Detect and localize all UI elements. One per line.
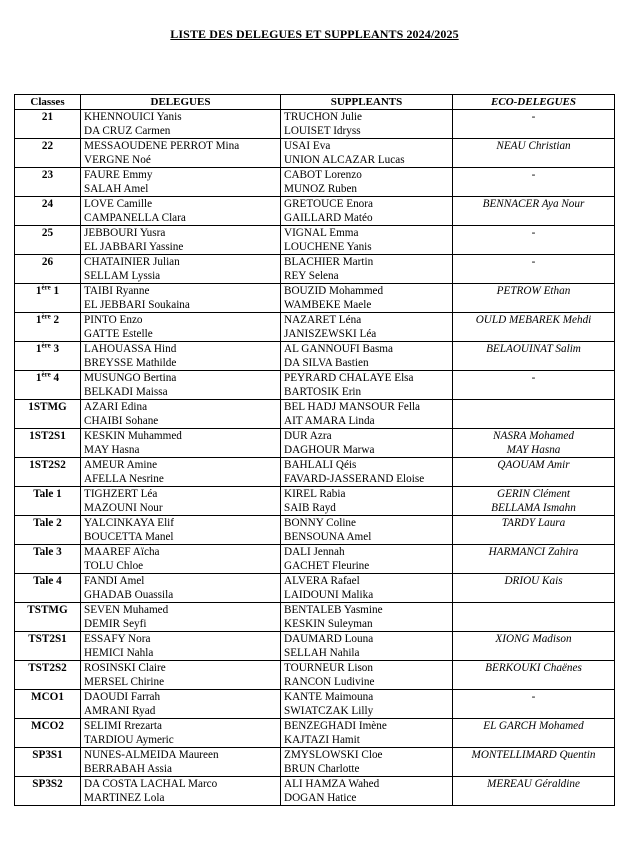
table-row — [15, 690, 615, 719]
suppleants-cell — [281, 661, 453, 690]
class-name: 1ST2S1 — [29, 430, 66, 442]
class-cell — [15, 255, 81, 284]
eco-delegues-cell — [453, 487, 615, 516]
class-cell — [15, 284, 81, 313]
suppleant-name: KANTE Maimouna — [284, 691, 374, 703]
eco-delegues-cell — [453, 690, 615, 719]
delegue-name: SALAH Amel — [84, 183, 149, 195]
eco-delegues-cell — [453, 429, 615, 458]
table-header-row — [15, 95, 615, 110]
suppleant-name: KESKIN Suleyman — [284, 618, 373, 630]
suppleants-cell — [281, 226, 453, 255]
delegue-name: YALCINKAYA Elif — [84, 517, 175, 529]
suppleant-name: BEL HADJ MANSOUR Fella — [284, 401, 421, 413]
suppleant-name: GRETOUCE Enora — [284, 198, 373, 210]
delegues-cell — [81, 748, 281, 777]
class-suffix: 3 — [50, 343, 60, 355]
eco-delegue-name: BERKOUKI Chaënes — [485, 662, 582, 674]
delegue-name: BELKADI Maissa — [84, 386, 168, 398]
eco-delegues-cell — [453, 400, 615, 429]
delegue-name: TOLU Chloe — [84, 560, 144, 572]
delegue-name: KESKIN Muhammed — [84, 430, 182, 442]
eco-delegues-cell — [453, 342, 615, 371]
suppleant-name: NAZARET Léna — [284, 314, 362, 326]
eco-delegue-name: - — [531, 169, 536, 181]
delegues-cell — [81, 516, 281, 545]
delegue-name: MESSAOUDENE PERROT Mina — [84, 140, 240, 152]
suppleants-cell — [281, 748, 453, 777]
suppleant-name: AIT AMARA Linda — [284, 415, 375, 427]
delegue-name: LAHOUASSA Hind — [84, 343, 177, 355]
suppleant-name: UNION ALCAZAR Lucas — [284, 154, 405, 166]
suppleant-name: ZMYSLOWSKI Cloe — [284, 749, 383, 761]
eco-delegues-cell — [453, 748, 615, 777]
class-name: TSTMG — [27, 604, 68, 616]
class-name: 1 — [35, 372, 42, 384]
class-name: 23 — [41, 169, 54, 181]
suppleant-name: LOUCHENE Yanis — [284, 241, 372, 253]
class-name: 26 — [41, 256, 54, 268]
table-row — [15, 719, 615, 748]
suppleant-name: RANCON Ludivine — [284, 676, 375, 688]
delegues-cell — [81, 284, 281, 313]
class-cell — [15, 603, 81, 632]
eco-delegues-cell — [453, 719, 615, 748]
class-cell — [15, 110, 81, 139]
delegues-cell — [81, 255, 281, 284]
delegue-name: BERRABAH Assia — [84, 763, 172, 775]
table-row — [15, 342, 615, 371]
table-row — [15, 661, 615, 690]
eco-delegues-cell — [453, 110, 615, 139]
delegue-name: LOVE Camille — [84, 198, 153, 210]
class-cell — [15, 139, 81, 168]
table-row — [15, 168, 615, 197]
suppleant-name: GAILLARD Matéo — [284, 212, 373, 224]
class-cell — [15, 777, 81, 806]
eco-delegue-name: - — [531, 256, 536, 268]
class-cell — [15, 168, 81, 197]
suppleants-cell — [281, 574, 453, 603]
eco-delegues-cell — [453, 255, 615, 284]
suppleant-name: DA SILVA Bastien — [284, 357, 369, 369]
suppleants-cell — [281, 719, 453, 748]
class-suffix: 2 — [50, 314, 60, 326]
suppleants-cell — [281, 690, 453, 719]
class-cell — [15, 342, 81, 371]
class-name: MCO2 — [31, 720, 64, 732]
document-title: LISTE DES DELEGUES ET SUPPLEANTS 2024/2025 — [170, 27, 459, 41]
class-name: Tale 3 — [33, 546, 62, 558]
header-delegues: DELEGUES — [81, 95, 281, 110]
delegue-name: BOUCETTA Manel — [84, 531, 174, 543]
suppleants-cell — [281, 110, 453, 139]
table-row — [15, 777, 615, 806]
table-row — [15, 545, 615, 574]
class-superscript: ère — [41, 283, 51, 292]
table-row — [15, 371, 615, 400]
class-cell — [15, 458, 81, 487]
delegue-name: SEVEN Muhamed — [84, 604, 169, 616]
eco-delegue-name: MONTELLIMARD Quentin — [471, 749, 596, 761]
suppleants-cell — [281, 400, 453, 429]
eco-delegues-cell — [453, 632, 615, 661]
delegues-cell — [81, 429, 281, 458]
class-name: Tale 1 — [33, 488, 62, 500]
suppleants-cell — [281, 197, 453, 226]
eco-delegue-name: PETROW Ethan — [496, 285, 571, 297]
delegue-name: DA COSTA LACHAL Marco — [84, 778, 218, 790]
delegue-name: MUSUNGO Bertina — [84, 372, 177, 384]
delegues-cell — [81, 632, 281, 661]
suppleant-name: DAGHOUR Marwa — [284, 444, 375, 456]
delegue-name: DAOUDI Farrah — [84, 691, 161, 703]
header-classes: Classes — [15, 95, 81, 110]
delegue-name: TIGHZERT Léa — [84, 488, 158, 500]
delegue-name: TAIBI Ryanne — [84, 285, 150, 297]
delegue-name: AMEUR Amine — [84, 459, 158, 471]
eco-delegues-cell — [453, 661, 615, 690]
eco-delegues-cell — [453, 168, 615, 197]
suppleants-cell — [281, 777, 453, 806]
eco-delegue-name: - — [531, 372, 536, 384]
eco-delegues-cell — [453, 516, 615, 545]
suppleant-name: SELLAH Nahila — [284, 647, 360, 659]
eco-delegues-cell — [453, 574, 615, 603]
class-name: 21 — [41, 111, 54, 123]
class-superscript: ère — [41, 370, 51, 379]
class-cell — [15, 371, 81, 400]
eco-delegue-name: HARMANCI Zahira — [488, 546, 579, 558]
table-row — [15, 197, 615, 226]
eco-delegue-name: - — [531, 111, 536, 123]
class-cell — [15, 516, 81, 545]
table-row — [15, 487, 615, 516]
eco-delegues-cell — [453, 458, 615, 487]
suppleant-name: KAJTAZI Hamit — [284, 734, 360, 746]
class-name: 22 — [41, 140, 54, 152]
suppleant-name: FAVARD-JASSERAND Eloise — [284, 473, 425, 485]
suppleant-name: BRUN Charlotte — [284, 763, 360, 775]
table-row — [15, 226, 615, 255]
delegue-name: VERGNE Noé — [84, 154, 151, 166]
delegues-cell — [81, 371, 281, 400]
suppleants-cell — [281, 545, 453, 574]
eco-delegue-name: MAY Hasna — [506, 444, 561, 456]
delegue-name: MERSEL Chirine — [84, 676, 165, 688]
eco-delegues-cell — [453, 777, 615, 806]
class-cell — [15, 429, 81, 458]
delegues-cell — [81, 719, 281, 748]
eco-delegue-name: DRIOU Kais — [504, 575, 563, 587]
delegue-name: CHAIBI Sohane — [84, 415, 159, 427]
suppleant-name: BENZEGHADI Imène — [284, 720, 387, 732]
suppleants-cell — [281, 139, 453, 168]
class-cell — [15, 661, 81, 690]
suppleant-name: BONNY Coline — [284, 517, 356, 529]
delegues-cell — [81, 777, 281, 806]
suppleants-cell — [281, 342, 453, 371]
eco-delegue-name: XIONG Madison — [495, 633, 572, 645]
suppleant-name: TOURNEUR Lison — [284, 662, 373, 674]
class-name: 24 — [41, 198, 54, 210]
delegue-name: ROSINSKI Claire — [84, 662, 166, 674]
delegue-name: GHADAB Ouassila — [84, 589, 174, 601]
suppleants-cell — [281, 255, 453, 284]
eco-delegues-cell — [453, 313, 615, 342]
delegue-name: PINTO Enzo — [84, 314, 143, 326]
suppleants-cell — [281, 603, 453, 632]
delegue-name: CAMPANELLA Clara — [84, 212, 186, 224]
suppleant-name: TRUCHON Julie — [284, 111, 363, 123]
table-row — [15, 516, 615, 545]
suppleant-name: DAUMARD Louna — [284, 633, 374, 645]
suppleant-name: REY Selena — [284, 270, 339, 282]
suppleant-name: BOUZID Mohammed — [284, 285, 384, 297]
delegue-name: NUNES-ALMEIDA Maureen — [84, 749, 219, 761]
suppleants-cell — [281, 487, 453, 516]
delegue-name: FANDI Amel — [84, 575, 145, 587]
eco-delegue-name: BELAOUINAT Salim — [486, 343, 581, 355]
eco-delegue-name: - — [531, 691, 536, 703]
class-name: 1 — [35, 343, 42, 355]
delegue-name: JEBBOURI Yusra — [84, 227, 166, 239]
class-superscript: ère — [41, 341, 51, 350]
eco-delegues-cell — [453, 545, 615, 574]
suppleants-cell — [281, 429, 453, 458]
suppleant-name: BENTALEB Yasmine — [284, 604, 383, 616]
eco-delegue-name: BENNACER Aya Nour — [482, 198, 585, 210]
class-name: 25 — [41, 227, 54, 239]
class-cell — [15, 226, 81, 255]
class-cell — [15, 400, 81, 429]
suppleants-cell — [281, 313, 453, 342]
suppleant-name: KIREL Rabia — [284, 488, 346, 500]
table-row — [15, 429, 615, 458]
suppleant-name: LOUISET Idryss — [284, 125, 361, 137]
delegue-name: TARDIOU Aymeric — [84, 734, 174, 746]
suppleant-name: DUR Azra — [284, 430, 332, 442]
delegue-name: GATTE Estelle — [84, 328, 153, 340]
delegues-cell — [81, 342, 281, 371]
suppleant-name: AL GANNOUFI Basma — [284, 343, 393, 355]
delegue-name: ESSAFY Nora — [84, 633, 151, 645]
table-row — [15, 110, 615, 139]
table-row — [15, 400, 615, 429]
suppleant-name: CABOT Lorenzo — [284, 169, 362, 181]
delegues-cell — [81, 168, 281, 197]
suppleant-name: BLACHIER Martin — [284, 256, 374, 268]
delegue-name: MARTINEZ Lola — [84, 792, 165, 804]
class-name: 1 — [35, 285, 42, 297]
delegues-cell — [81, 661, 281, 690]
delegue-name: DA CRUZ Carmen — [84, 125, 171, 137]
eco-delegue-name: GERIN Clément — [496, 488, 570, 500]
eco-delegues-cell — [453, 284, 615, 313]
delegue-name: EL JABBARI Yassine — [84, 241, 184, 253]
delegue-name: MAY Hasna — [84, 444, 140, 456]
eco-delegues-cell — [453, 197, 615, 226]
class-suffix: 1 — [50, 285, 60, 297]
eco-delegue-name: EL GARCH Mohamed — [483, 720, 584, 732]
class-cell — [15, 632, 81, 661]
delegue-name: SELLAM Lyssia — [84, 270, 161, 282]
suppleant-name: VIGNAL Emma — [284, 227, 359, 239]
table-row — [15, 748, 615, 777]
suppleant-name: WAMBEKE Maele — [284, 299, 372, 311]
table-row — [15, 284, 615, 313]
class-name: SP3S2 — [32, 778, 63, 790]
class-name: TST2S2 — [28, 662, 67, 674]
delegue-name: AZARI Edina — [84, 401, 148, 413]
suppleants-cell — [281, 284, 453, 313]
eco-delegue-name: QAOUAM Amir — [497, 459, 570, 471]
suppleants-cell — [281, 371, 453, 400]
delegue-name: KHENNOUICI Yanis — [84, 111, 182, 123]
class-name: Tale 2 — [33, 517, 62, 529]
class-cell — [15, 574, 81, 603]
class-name: SP3S1 — [32, 749, 63, 761]
delegues-cell — [81, 197, 281, 226]
delegues-cell — [81, 690, 281, 719]
delegues-cell — [81, 226, 281, 255]
suppleant-name: ALI HAMZA Wahed — [284, 778, 380, 790]
delegues-cell — [81, 487, 281, 516]
class-name: MCO1 — [31, 691, 64, 703]
suppleant-name: ALVERA Rafael — [284, 575, 360, 587]
suppleant-name: PEYRARD CHALAYE Elsa — [284, 372, 414, 384]
suppleant-name: BARTOSIK Erin — [284, 386, 362, 398]
suppleant-name: SWIATCZAK Lilly — [284, 705, 374, 717]
header-eco-delegues: ECO-DELEGUES — [453, 95, 615, 110]
delegues-cell — [81, 603, 281, 632]
table-row — [15, 139, 615, 168]
class-suffix: 4 — [50, 372, 60, 384]
eco-delegues-cell — [453, 603, 615, 632]
suppleants-cell — [281, 632, 453, 661]
eco-delegue-name: NASRA Mohamed — [493, 430, 574, 442]
table-row — [15, 255, 615, 284]
delegues-cell — [81, 110, 281, 139]
delegates-table — [14, 94, 615, 806]
suppleants-cell — [281, 168, 453, 197]
suppleant-name: JANISZEWSKI Léa — [284, 328, 377, 340]
delegue-name: BREYSSE Mathilde — [84, 357, 177, 369]
suppleant-name: SAIB Rayd — [284, 502, 336, 514]
class-cell — [15, 545, 81, 574]
eco-delegue-name: NEAU Christian — [496, 140, 571, 152]
delegues-cell — [81, 545, 281, 574]
class-name: Tale 4 — [33, 575, 62, 587]
suppleants-cell — [281, 516, 453, 545]
delegue-name: AFELLA Nesrine — [84, 473, 164, 485]
class-name: 1STMG — [28, 401, 67, 413]
class-cell — [15, 197, 81, 226]
suppleant-name: BENSOUNA Amel — [284, 531, 372, 543]
delegues-cell — [81, 313, 281, 342]
delegue-name: HEMICI Nahla — [84, 647, 154, 659]
delegue-name: EL JEBBARI Soukaina — [84, 299, 190, 311]
delegue-name: FAURE Emmy — [84, 169, 153, 181]
table-row — [15, 632, 615, 661]
delegue-name: MAZOUNI Nour — [84, 502, 163, 514]
delegue-name: MAAREF Aïcha — [84, 546, 160, 558]
suppleants-cell — [281, 458, 453, 487]
table-row — [15, 313, 615, 342]
class-cell — [15, 719, 81, 748]
suppleant-name: GACHET Fleurine — [284, 560, 370, 572]
table-body — [15, 110, 615, 806]
eco-delegue-name: OULD MEBAREK Mehdi — [475, 314, 592, 326]
eco-delegues-cell — [453, 371, 615, 400]
eco-delegue-name: TARDY Laura — [501, 517, 566, 529]
eco-delegue-name: BELLAMA Ismahn — [491, 502, 576, 514]
delegues-cell — [81, 139, 281, 168]
eco-delegues-cell — [453, 139, 615, 168]
class-cell — [15, 690, 81, 719]
delegues-cell — [81, 574, 281, 603]
class-name: 1ST2S2 — [29, 459, 66, 471]
table-row — [15, 603, 615, 632]
eco-delegues-cell — [453, 226, 615, 255]
class-cell — [15, 313, 81, 342]
class-cell — [15, 487, 81, 516]
delegue-name: CHATAINIER Julian — [84, 256, 180, 268]
delegues-cell — [81, 400, 281, 429]
delegue-name: AMRANI Ryad — [84, 705, 156, 717]
suppleant-name: LAIDOUNI Malika — [284, 589, 374, 601]
suppleant-name: DOGAN Hatice — [284, 792, 357, 804]
suppleant-name: DALI Jennah — [284, 546, 345, 558]
class-name: 1 — [35, 314, 42, 326]
suppleant-name: BAHLALI Qéis — [284, 459, 357, 471]
delegue-name: DEMIR Seyfi — [84, 618, 147, 630]
table-row — [15, 458, 615, 487]
class-name: TST2S1 — [28, 633, 67, 645]
suppleant-name: MUNOZ Ruben — [284, 183, 358, 195]
delegue-name: SELIMI Rrezarta — [84, 720, 162, 732]
header-suppleants: SUPPLEANTS — [281, 95, 453, 110]
delegues-cell — [81, 458, 281, 487]
class-superscript: ère — [41, 312, 51, 321]
eco-delegue-name: MEREAU Géraldine — [487, 778, 580, 790]
class-cell — [15, 748, 81, 777]
eco-delegue-name: - — [531, 227, 536, 239]
suppleant-name: USAI Eva — [284, 140, 331, 152]
table-row — [15, 574, 615, 603]
